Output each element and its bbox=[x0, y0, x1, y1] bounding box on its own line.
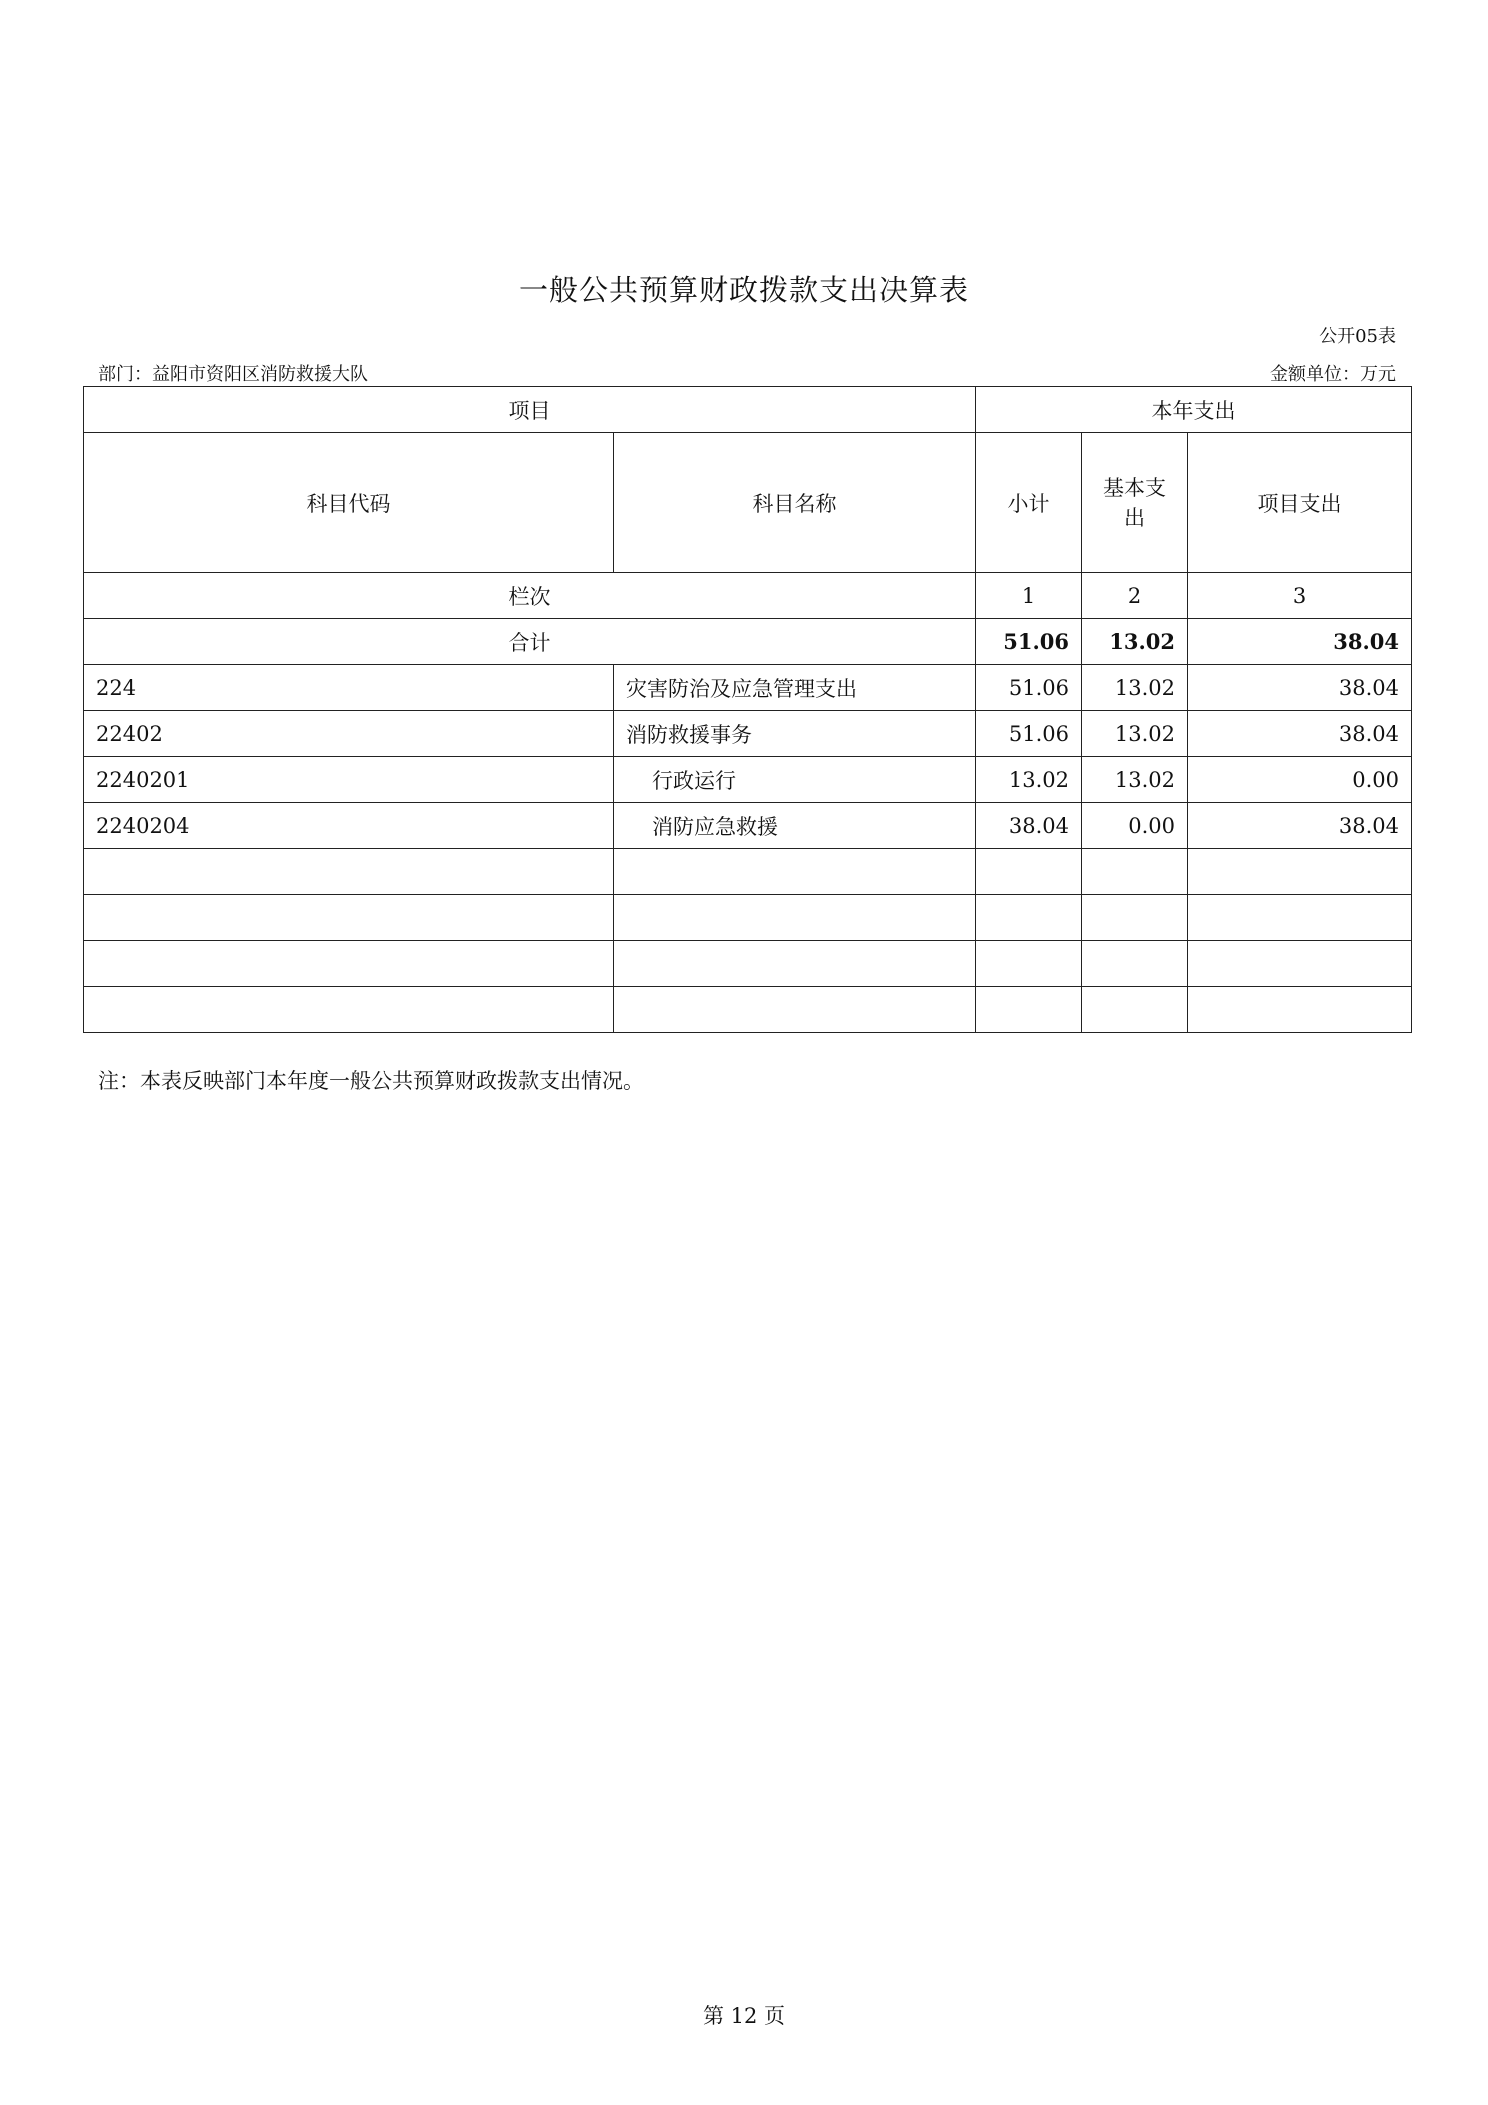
empty-cell bbox=[976, 895, 1082, 941]
header-row-1 bbox=[84, 387, 1412, 433]
total-subtotal: 51.06 bbox=[976, 619, 1082, 665]
header-current-year-expense: 本年支出 bbox=[976, 387, 1412, 433]
empty-cell bbox=[84, 941, 614, 987]
empty-cell bbox=[614, 849, 976, 895]
row-subtotal: 38.04 bbox=[976, 803, 1082, 849]
total-project: 38.04 bbox=[1188, 619, 1412, 665]
empty-cell bbox=[84, 849, 614, 895]
column-label: 栏次 bbox=[84, 573, 976, 619]
empty-cell bbox=[976, 849, 1082, 895]
row-basic: 13.02 bbox=[1082, 711, 1188, 757]
empty-cell bbox=[1188, 941, 1412, 987]
header-subtotal: 小计 bbox=[976, 433, 1082, 573]
column-number-row bbox=[84, 573, 1412, 619]
empty-cell bbox=[1188, 987, 1412, 1033]
row-project: 0.00 bbox=[1188, 757, 1412, 803]
header-basic: 基本支出 bbox=[1082, 433, 1188, 573]
row-project: 38.04 bbox=[1188, 665, 1412, 711]
empty-cell bbox=[1188, 849, 1412, 895]
column-2: 2 bbox=[1082, 573, 1188, 619]
row-code: 22402 bbox=[84, 711, 614, 757]
row-basic: 0.00 bbox=[1082, 803, 1188, 849]
header-name: 科目名称 bbox=[614, 433, 976, 573]
empty-cell bbox=[976, 987, 1082, 1033]
row-name: 消防救援事务 bbox=[614, 711, 976, 757]
empty-row bbox=[84, 941, 1412, 987]
column-1: 1 bbox=[976, 573, 1082, 619]
total-row bbox=[84, 619, 1412, 665]
row-name: 消防应急救援 bbox=[614, 803, 976, 849]
empty-cell bbox=[1082, 849, 1188, 895]
form-number: 公开05表 bbox=[1319, 326, 1396, 347]
header-project: 项目 bbox=[84, 387, 976, 433]
row-name: 灾害防治及应急管理支出 bbox=[614, 665, 976, 711]
column-3: 3 bbox=[1188, 573, 1412, 619]
header-project-expense: 项目支出 bbox=[1188, 433, 1412, 573]
row-project: 38.04 bbox=[1188, 711, 1412, 757]
table-row bbox=[84, 665, 1412, 711]
empty-cell bbox=[1082, 895, 1188, 941]
budget-table bbox=[83, 386, 1412, 1033]
empty-cell bbox=[84, 895, 614, 941]
row-subtotal: 51.06 bbox=[976, 665, 1082, 711]
empty-row bbox=[84, 987, 1412, 1033]
row-code: 224 bbox=[84, 665, 614, 711]
amount-unit-label: 金额单位：万元 bbox=[1270, 364, 1396, 385]
row-basic: 13.02 bbox=[1082, 757, 1188, 803]
row-code: 2240201 bbox=[84, 757, 614, 803]
table-note: 注：本表反映部门本年度一般公共预算财政拨款支出情况。 bbox=[98, 1069, 644, 1093]
row-subtotal: 51.06 bbox=[976, 711, 1082, 757]
page-number: 第 12 页 bbox=[702, 2004, 786, 2028]
row-basic: 13.02 bbox=[1082, 665, 1188, 711]
empty-cell bbox=[1082, 987, 1188, 1033]
row-code: 2240204 bbox=[84, 803, 614, 849]
page-title: 一般公共预算财政拨款支出决算表 bbox=[518, 273, 969, 307]
empty-cell bbox=[1188, 895, 1412, 941]
empty-cell bbox=[614, 987, 976, 1033]
empty-cell bbox=[614, 895, 976, 941]
row-subtotal: 13.02 bbox=[976, 757, 1082, 803]
empty-cell bbox=[1082, 941, 1188, 987]
header-row-2 bbox=[84, 433, 1412, 573]
total-basic: 13.02 bbox=[1082, 619, 1188, 665]
empty-cell bbox=[84, 987, 614, 1033]
empty-cell bbox=[614, 941, 976, 987]
table-row bbox=[84, 757, 1412, 803]
row-project: 38.04 bbox=[1188, 803, 1412, 849]
department-label: 部门：益阳市资阳区消防救援大队 bbox=[98, 364, 368, 385]
empty-cell bbox=[976, 941, 1082, 987]
empty-row bbox=[84, 849, 1412, 895]
table-row bbox=[84, 711, 1412, 757]
total-label: 合计 bbox=[84, 619, 976, 665]
table-row bbox=[84, 803, 1412, 849]
empty-row bbox=[84, 895, 1412, 941]
header-code: 科目代码 bbox=[84, 433, 614, 573]
row-name: 行政运行 bbox=[614, 757, 976, 803]
